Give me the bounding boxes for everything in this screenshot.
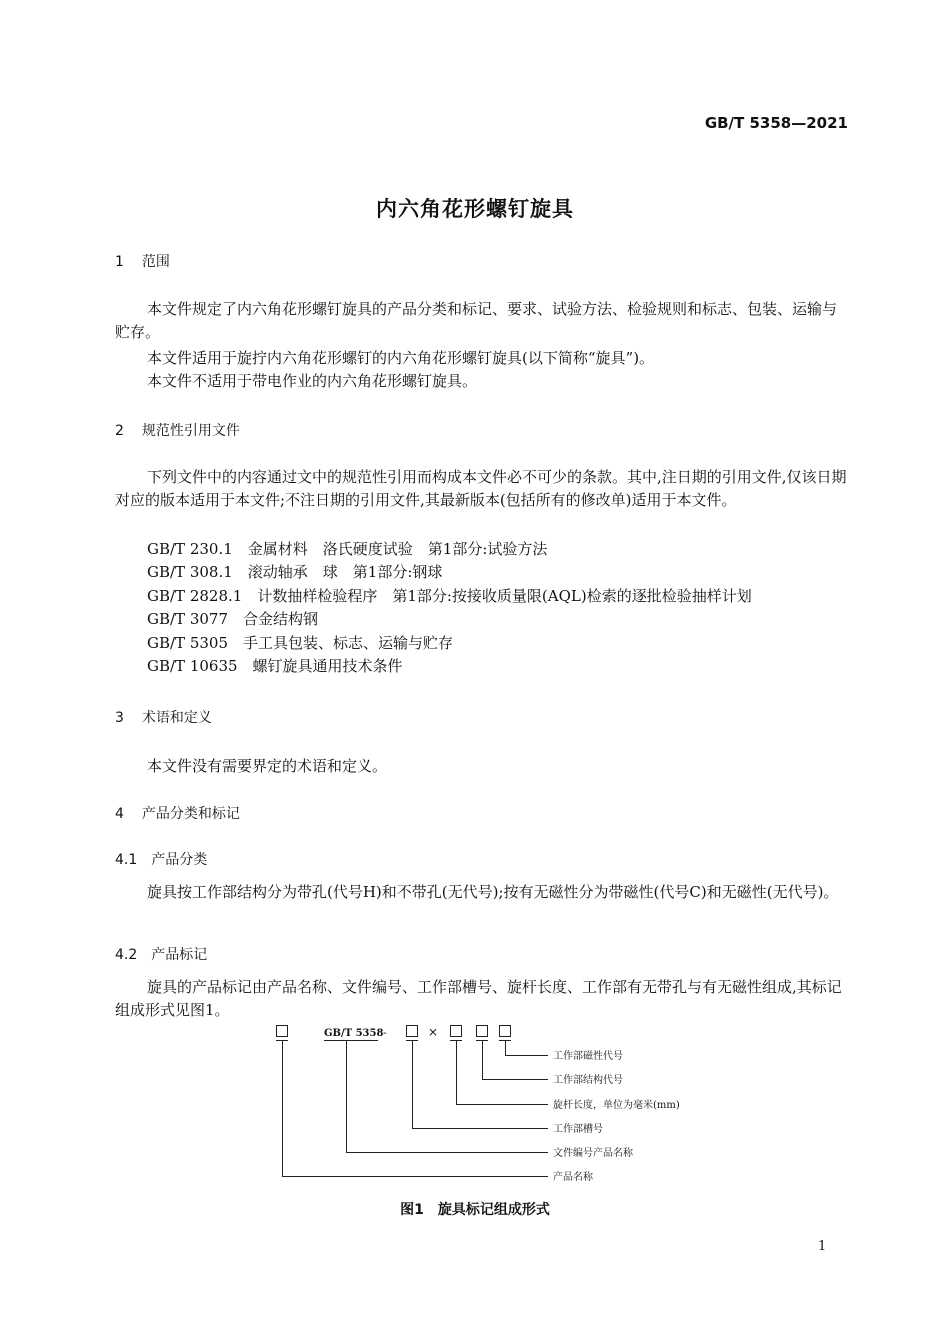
- section-4-1-paragraph: 旋具按工作部结构分为带孔(代号H)和不带孔(无代号);按有无磁性分为带磁性(代号C)和无磁性(无代号)。: [147, 883, 839, 901]
- section-title: 规范性引用文件: [141, 423, 240, 439]
- leader-standard-number: [347, 1041, 549, 1153]
- section-2-intro: 下列文件中的内容通过文中的规范性引用而构成本文件必不可少的条款。其中,注日期的引用文件,仅该日期对应的版本适用于本文件;不注日期的引用文件,其最新版本(包括所有的修改单)适用于本文件。: [115, 468, 847, 509]
- box-magnetic-code: [500, 1026, 511, 1037]
- leader-product-name: [283, 1041, 549, 1177]
- section-4-heading: [115, 803, 240, 823]
- reference-item: GB/T 5305 手工具包装、标志、运输与贮存: [147, 634, 454, 652]
- figure-dash: -: [383, 1026, 387, 1039]
- box-slot-number: [407, 1026, 418, 1037]
- section-3-heading: [115, 707, 212, 727]
- section-title: 产品分类: [151, 852, 208, 868]
- figure-label: 工作部结构代号: [553, 1075, 623, 1086]
- section-number: 1: [115, 254, 124, 270]
- figure-label: 产品名称: [553, 1172, 593, 1183]
- figure-label: 工作部磁性代号: [553, 1051, 623, 1062]
- section-4-1-heading: [115, 849, 207, 869]
- section-number: 4.1: [115, 852, 138, 868]
- reference-item: GB/T 3077 合金结构钢: [147, 610, 319, 628]
- box-structure-code: [477, 1026, 488, 1037]
- standard-number: GB/T 5358—2021: [704, 114, 848, 132]
- leader-shaft-length: [457, 1041, 549, 1105]
- section-number: 4.2: [115, 947, 138, 963]
- section-title: 产品分类和标记: [141, 806, 240, 822]
- section-title: 产品标记: [151, 947, 208, 963]
- leader-structure-code: [483, 1041, 549, 1080]
- marking-diagram: [260, 1020, 700, 1190]
- section-1-paragraph-3: 本文件不适用于带电作业的内六角花形螺钉旋具。: [147, 372, 478, 390]
- section-title: 范围: [141, 254, 170, 270]
- reference-item: GB/T 2828.1 计数抽样检验程序 第1部分:按接收质量限(AQL)检索的逐批检验抽样计划: [147, 587, 752, 605]
- reference-item: GB/T 230.1 金属材料 洛氏硬度试验 第1部分:试验方法: [147, 540, 548, 558]
- figure-times: ×: [428, 1025, 439, 1039]
- document-title: 内六角花形螺钉旋具: [376, 197, 574, 221]
- page-number: 1: [818, 1239, 827, 1254]
- figure-label: 文件编号产品名称: [553, 1148, 633, 1159]
- section-1-heading: [115, 251, 170, 271]
- figure-label: 工作部槽号: [553, 1124, 603, 1135]
- reference-item: GB/T 308.1 滚动轴承 球 第1部分:钢球: [147, 563, 443, 581]
- box-shaft-length: [451, 1026, 462, 1037]
- section-1-paragraph-1: 本文件规定了内六角花形螺钉旋具的产品分类和标记、要求、试验方法、检验规则和标志、包装、运输与贮存。: [115, 300, 838, 341]
- leader-magnetic-code: [506, 1041, 549, 1056]
- section-4-2-heading: [115, 944, 207, 964]
- section-4-2-paragraph: 旋具的产品标记由产品名称、文件编号、工作部槽号、旋杆长度、工作部有无带孔与有无磁性组成,其标记组成形式见图1。: [115, 978, 842, 1019]
- section-2-heading: [115, 420, 240, 440]
- figure-caption: 图1 旋具标记组成形式: [400, 1202, 550, 1218]
- section-number: 4: [115, 806, 124, 822]
- leader-slot-number: [413, 1041, 549, 1129]
- box-product-name: [277, 1026, 288, 1037]
- section-1-paragraph-2: 本文件适用于旋拧内六角花形螺钉的内六角花形螺钉旋具(以下简称“旋具”)。: [147, 349, 655, 367]
- reference-item: GB/T 10635 螺钉旋具通用技术条件: [147, 657, 403, 675]
- section-3-paragraph: 本文件没有需要界定的术语和定义。: [147, 757, 388, 775]
- section-title: 术语和定义: [141, 710, 212, 726]
- figure-label: 旋杆长度，单位为毫米(mm): [553, 1100, 680, 1111]
- figure-standard-code: GB/T 5358: [324, 1028, 384, 1039]
- section-number: 3: [115, 710, 124, 726]
- section-number: 2: [115, 423, 124, 439]
